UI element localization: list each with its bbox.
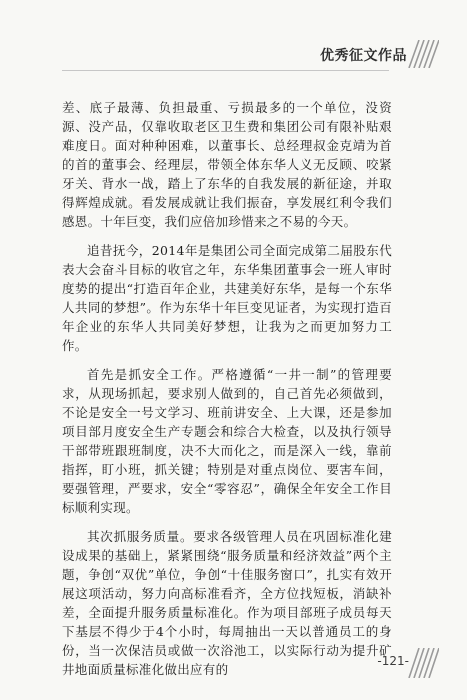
stripes-decoration-icon	[405, 40, 439, 68]
section-title: 优秀征文作品	[320, 48, 407, 64]
paragraph: 差、底子最薄、负担最重、亏损最多的一个单位，没资源、没产品，仅靠收取老区卫生费和集团公司有限补贴艰难度日。面对种种困难，以董事长、总经理叔金克靖为首的首的董事会、经理层，带领全体东华人义无反顾、咬紧牙关、背水一战，踏上了东华的自我发展的新征途，并取得辉煌成就。看发展成就让我们振奋，享发展红利令我们感恩。十年巨变，我们应倍加珍惜来之不易的今天。	[62, 100, 392, 229]
paragraph: 追昔抚今，2014年是集团公司全面完成第二届股东代表大会奋斗目标的收官之年，东华集团董事会一班人审时度势的提出“打造百年企业，共建美好东华，是每一个东华人共同的梦想”。作为东华十年巨变见证者，为实现打造百年企业的东华人共同美好梦想，让我为之而更加努力工作。	[62, 243, 392, 353]
page-number: -121-	[377, 654, 409, 668]
paragraph: 首先是抓安全工作。严格遵循“一井一制”的管理要求，从现场抓起，要求别人做到的，自己首先必须做到，不论是安全一号文学习、班前讲安全、上大课，还是参加项目部月度安全生产专题会和综合大检查，以及执行领导干部带班跟班制度，决不大而化之，而是深入一线，靠前指挥，盯小班，抓关键；特别是对重点岗位、要害车间，要强管理，严要求，安全“零容忍”，确保全年安全工作目标顺利实现。	[62, 367, 392, 515]
page-footer	[0, 644, 467, 684]
paragraph: 其次抓服务质量。要求各级管理人员在巩固标准化建设成果的基础上，紧紧围绕“服务质量和经济效益”两个主题，争创“双优”单位，争创“十佳服务窗口”，扎实有效开展这项活动，努力向高标准看齐，全方位找短板，消缺补差，全面提升服务质量标准化。作为项目部班子成员每天下基层不得少于4个小时，每周抽出一天以普通员工的身份，当一次保洁员或做一次浴池工，以实际行动为提升矿井地面质量标准化做出应有的	[62, 529, 392, 677]
page-header	[0, 0, 467, 78]
article-body	[62, 98, 392, 689]
header-rule	[62, 70, 389, 71]
stripes-decoration-icon	[405, 648, 439, 678]
